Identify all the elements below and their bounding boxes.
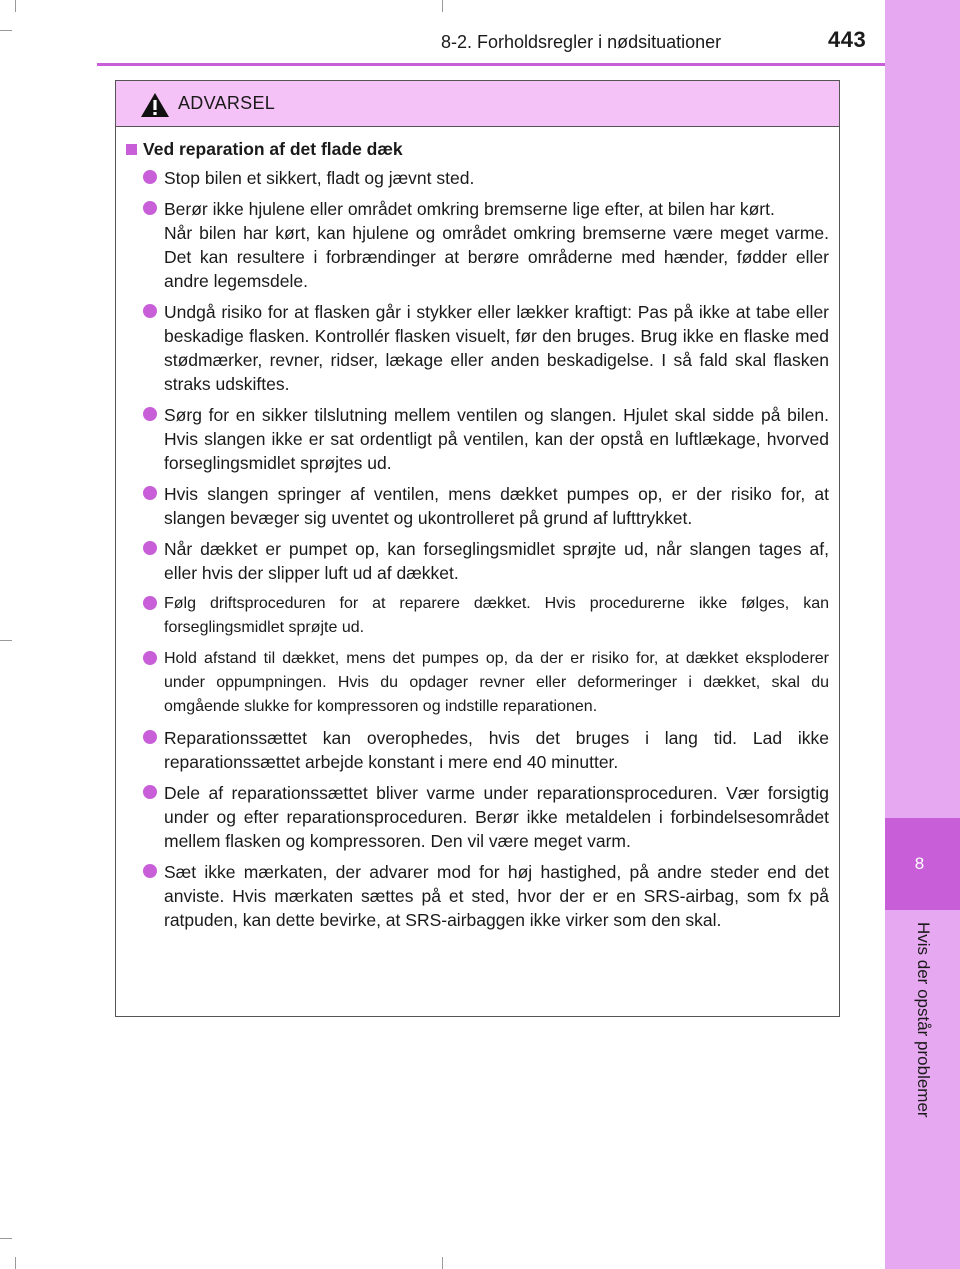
list-item-text: Sørg for en sikker tilslutning mellem ventilen og slangen. Hjulet skal sidde på bilen. Hvis slangen ikke er sat ordentligt på ventilen, kan der opstå en luftlækage, hvorved forseglingsmidlet sprøjtes ud.	[164, 405, 829, 473]
warning-section-title	[126, 139, 829, 160]
list-item-text: Sæt ikke mærkaten, der advarer mod for høj hastighed, på andre steder end det anviste. Hvis mærkaten sættes på et sted, hvor der er en SRS-airbag, som fx på ratpuden, kan dette bevirke, at SRS-airbaggen ikke virker som den skal.	[164, 862, 829, 930]
list-item	[126, 197, 829, 293]
round-bullet-icon	[143, 486, 157, 500]
header-rule	[97, 63, 885, 66]
chapter-title-container	[893, 922, 953, 1162]
list-item	[126, 482, 829, 530]
list-item-text: Berør ikke hjulene eller området omkring bremserne lige efter, at bilen har kørt.	[164, 199, 775, 219]
list-item-text: Hvis slangen springer af ventilen, mens dækket pumpes op, er der risiko for, at slangen bevæger sig uventet og ukontrolleret på grund af lufttrykket.	[164, 484, 829, 528]
crop-mark	[0, 640, 12, 641]
square-bullet-icon	[126, 144, 137, 155]
chapter-number-box	[885, 818, 960, 910]
crop-mark	[442, 0, 443, 12]
warning-triangle-icon	[140, 92, 170, 118]
crop-mark	[442, 1257, 443, 1269]
warning-label: ADVARSEL	[178, 93, 276, 113]
warning-box	[115, 80, 840, 1017]
list-item	[126, 537, 829, 585]
round-bullet-icon	[143, 201, 157, 215]
list-item	[126, 726, 829, 774]
list-item-text: Undgå risiko for at flasken går i stykker eller lækker kraftigt: Pas på ikke at tabe eller beskadige flasken. Kontrollér flasken visuelt, før den bruges. Brug ikke en flaske med stødmærker, revner, ridser, lækage eller anden beskadigelse. I så fald skal flasken straks udskiftes.	[164, 302, 829, 394]
list-item-text: Reparationssættet kan overophedes, hvis det bruges i lang tid. Lad ikke reparationssættet arbejde konstant i mere end 40 minutter.	[164, 728, 829, 772]
round-bullet-icon	[143, 730, 157, 744]
list-item-text: Hold afstand til dækket, mens det pumpes op, da der er risiko for, at dækket eksploderer under oppumpningen. Hvis du opdager revner eller deformeringer i dækket, skal du omgående slukke for kompressoren og indstille reparationen.	[164, 650, 829, 715]
list-item	[126, 860, 829, 932]
round-bullet-icon	[143, 541, 157, 555]
list-item-text: Stop bilen et sikkert, fladt og jævnt sted.	[164, 168, 475, 188]
round-bullet-icon	[143, 407, 157, 421]
crop-mark	[15, 0, 16, 12]
chapter-number: 8	[914, 854, 925, 873]
list-item	[126, 592, 829, 640]
round-bullet-icon	[143, 170, 157, 184]
chapter-side-tab	[885, 0, 960, 1269]
warning-header	[116, 81, 839, 127]
crop-mark	[0, 1238, 12, 1239]
round-bullet-icon	[143, 864, 157, 878]
list-item	[126, 403, 829, 475]
list-item	[126, 166, 829, 190]
list-item-text: Dele af reparationssættet bliver varme under reparationsproceduren. Vær forsigtig under og efter reparationsproceduren. Berør ikke metaldelen i forbindelsesområdet mellem flasken og kompressoren. Den vil være meget varm.	[164, 783, 829, 851]
list-item	[126, 781, 829, 853]
round-bullet-icon	[143, 596, 157, 610]
crop-mark	[15, 1257, 16, 1269]
warning-body	[116, 127, 839, 932]
list-item	[126, 647, 829, 719]
warning-section-title-text: Ved reparation af det flade dæk	[143, 139, 403, 159]
list-item-text: Når dækket er pumpet op, kan forseglingsmidlet sprøjte ud, når slangen tages af, eller hvis der slipper luft ud af dækket.	[164, 539, 829, 583]
header-section-title: 8-2. Forholdsregler i nødsituationer	[441, 32, 722, 52]
list-item	[126, 300, 829, 396]
list-item-text: Følg driftsproceduren for at reparere dækket. Hvis procedurerne ikke følges, kan forseglingsmidlet sprøjte ud.	[164, 595, 829, 636]
crop-mark	[0, 30, 12, 31]
round-bullet-icon	[143, 304, 157, 318]
round-bullet-icon	[143, 651, 157, 665]
list-item-text: Når bilen har kørt, kan hjulene og området omkring bremserne være meget varme. Det kan resultere i forbrændinger at berøre områderne med hænder, fødder eller andre legemsdele.	[164, 223, 829, 291]
chapter-title: Hvis der opstår problemer	[914, 922, 933, 1118]
round-bullet-icon	[143, 785, 157, 799]
page-number: 443	[828, 27, 867, 52]
